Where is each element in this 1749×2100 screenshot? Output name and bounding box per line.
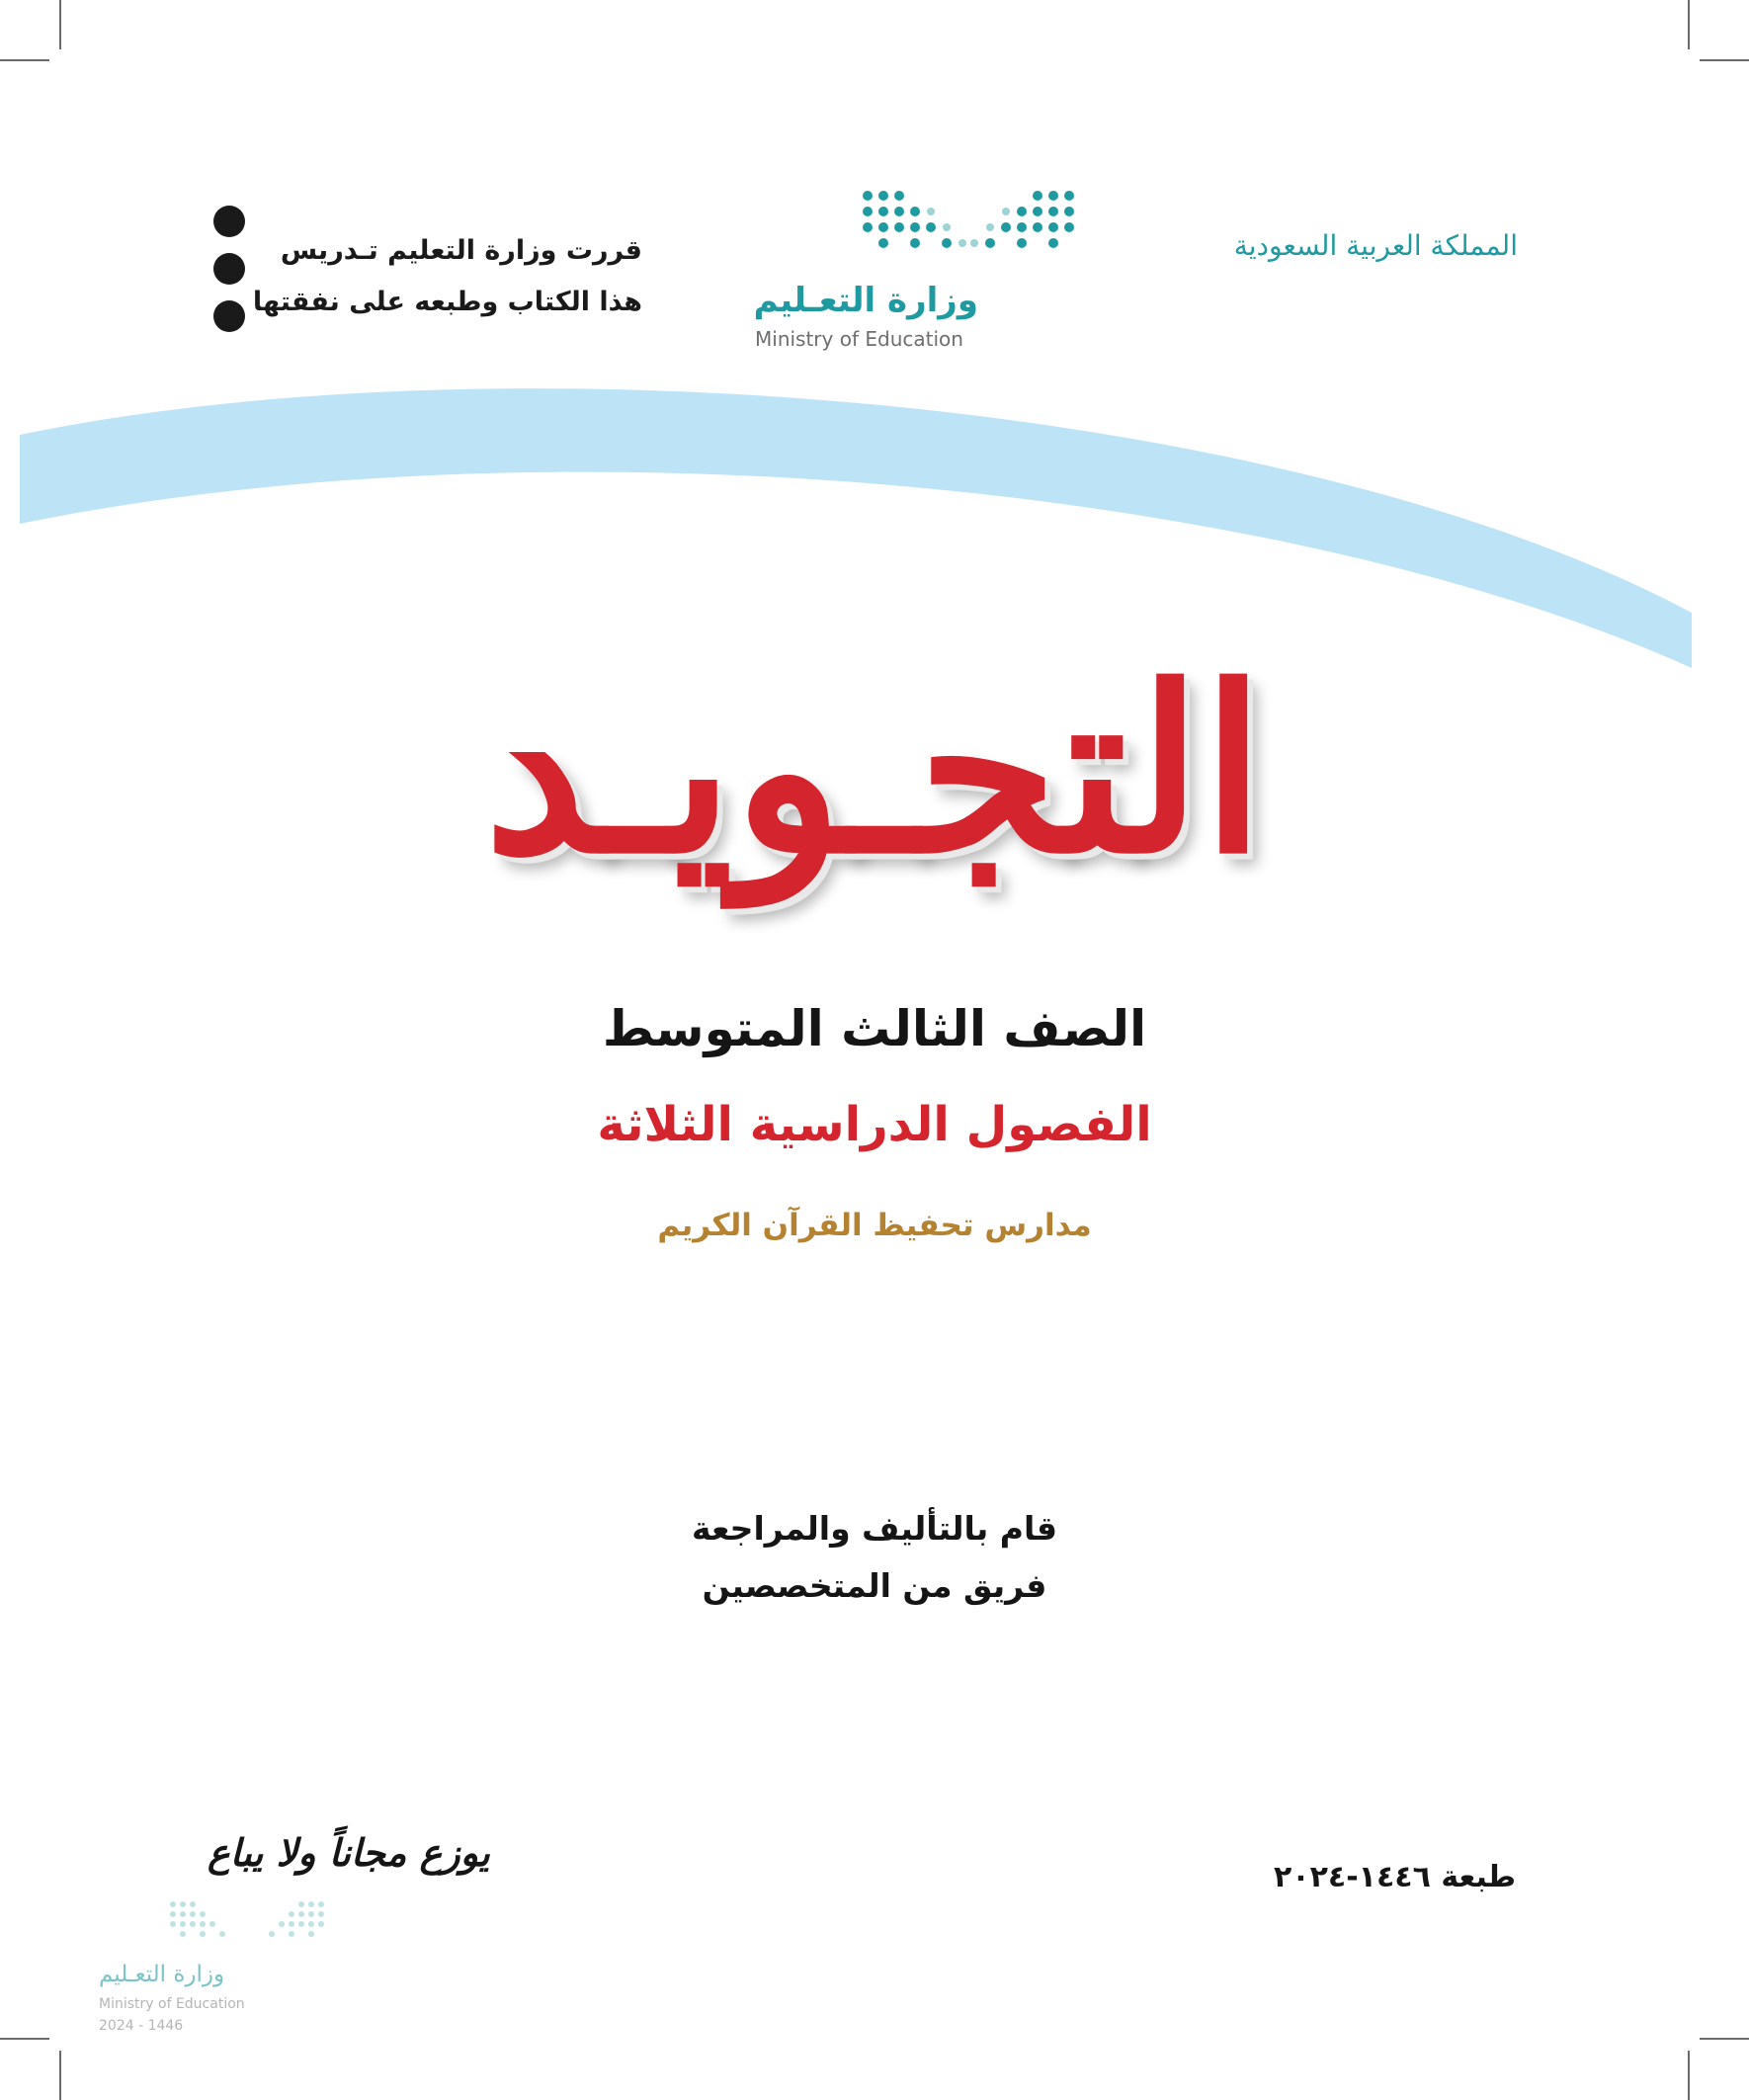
bullet-dot-icon [213,253,245,285]
bullet-dot-icon [213,300,245,332]
free-distribution-note: يوزع مجاناً ولا يباع [208,1830,490,1875]
bullet-dot-icon [213,206,245,237]
watermark-logo-icon [168,1899,326,1943]
decree-line-1: قررت وزارة التعليم تـدريس [280,235,642,266]
watermark-name-ar: وزارة التعـليم [99,1962,225,1987]
crop-mark [0,2038,49,2040]
crop-mark [59,0,61,49]
ministry-logo-icon [860,188,1077,257]
ministry-decree [227,225,642,328]
ministry-name-en: Ministry of Education [755,327,963,351]
ministry-name-ar: وزارة التعـليم [753,281,978,320]
authors-line-1: قام بالتأليف والمراجعة [692,1509,1057,1548]
crop-mark [1700,59,1749,61]
crop-mark [1688,2051,1690,2100]
watermark-name-en: Ministry of Education [99,1996,245,2012]
crop-mark [0,59,49,61]
book-title: التجـويـد [483,637,1266,904]
schools-label: مدارس تحفيظ القرآن الكريم [657,1208,1092,1243]
kingdom-name: المملكة العربية السعودية [1233,229,1518,262]
crop-mark [59,2051,61,2100]
authors-line-2: فريق من المتخصصين [702,1566,1047,1605]
edition-label: طبعة ١٤٤٦-٢٠٢٤ [1273,1860,1516,1894]
authors-block [0,1500,1749,1615]
terms-label: الفصول الدراسية الثلاثة [597,1097,1152,1152]
watermark-year: 2024 - 1446 [99,2018,184,2034]
crop-mark [1688,0,1690,49]
crop-mark [1700,2038,1749,2040]
decree-line-2: هذا الكتاب وطبعه على نفقتها [252,287,642,317]
grade-label: الصف الثالث المتوسط [602,1000,1147,1057]
